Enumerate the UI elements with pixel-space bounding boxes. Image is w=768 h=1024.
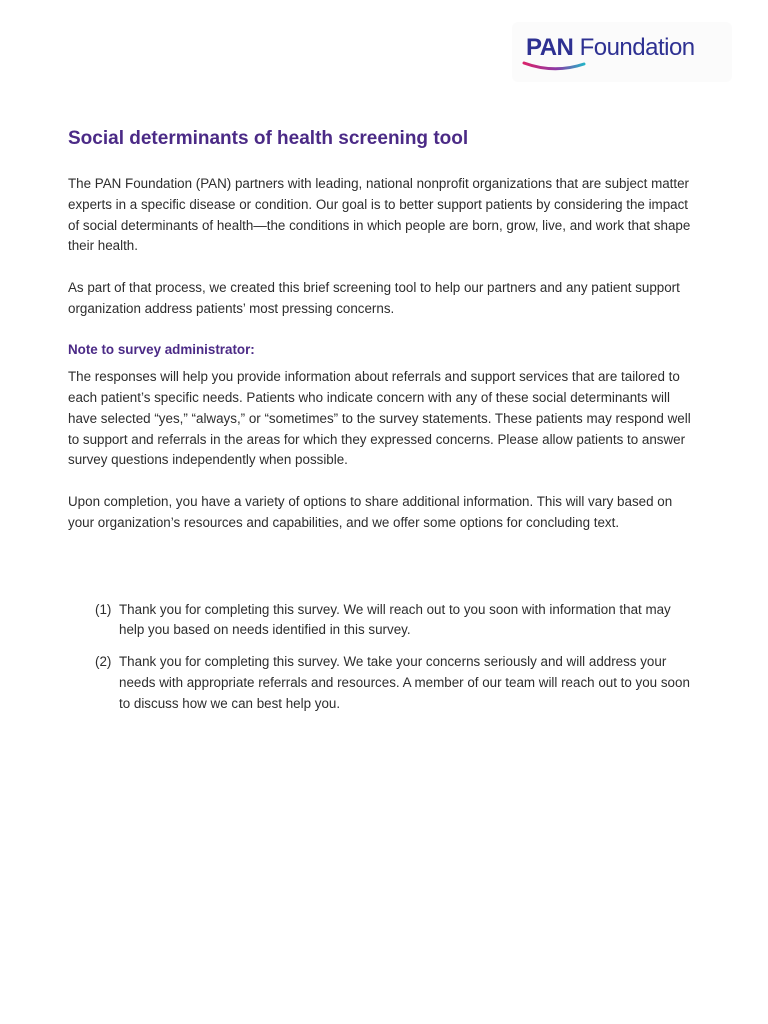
logo-pan-text: PAN	[526, 34, 574, 61]
logo-swoosh-icon	[522, 60, 592, 74]
option-item	[95, 600, 698, 642]
document-body	[68, 126, 698, 726]
option-number: (2)	[95, 654, 112, 670]
logo-wordmark	[526, 34, 695, 62]
intro-paragraph-1: The PAN Foundation (PAN) partners with leading, national nonprofit organizations that are subject matter experts in a specific disease or condition. Our goal is to better support patients by considering the impact of social determinants of health—the conditions in which people are born, grow, live, and work that shape their health.	[68, 176, 691, 254]
concluding-text-options	[95, 600, 698, 715]
option-number: (1)	[95, 601, 112, 617]
intro-paragraph-2: As part of that process, we created this brief screening tool to help our partners and any patient support organization address patients’ most pressing concerns.	[68, 279, 680, 316]
logo-foundation-text: Foundation	[579, 34, 695, 61]
page-title: Social determinants of health screening tool	[68, 128, 469, 149]
pan-foundation-logo	[512, 22, 732, 82]
option-text: Thank you for completing this survey. We take your concerns seriously and will address your needs with appropriate referrals and resources. A member of our team will reach out to you soon to discuss how we can best help you.	[119, 654, 690, 711]
option-text: Thank you for completing this survey. We will reach out to you soon with information that may help you based on needs identified in this survey.	[119, 601, 671, 638]
note-paragraph-2: Upon completion, you have a variety of options to share additional information. This will vary based on your organization’s resources and capabilities, and we offer some options for concluding text.	[68, 493, 673, 530]
option-item	[95, 652, 698, 714]
note-heading: Note to survey administrator:	[68, 342, 255, 358]
note-paragraph-1: The responses will help you provide information about referrals and support services that are tailored to each patient’s specific needs. Patients who indicate concern with any of these social determinants will have selected “yes,” “always,” or “sometimes” to the survey statements. These patients may respond well to support and referrals in the areas for which they expressed concerns. Please allow patients to answer survey questions independently when possible.	[68, 369, 691, 468]
